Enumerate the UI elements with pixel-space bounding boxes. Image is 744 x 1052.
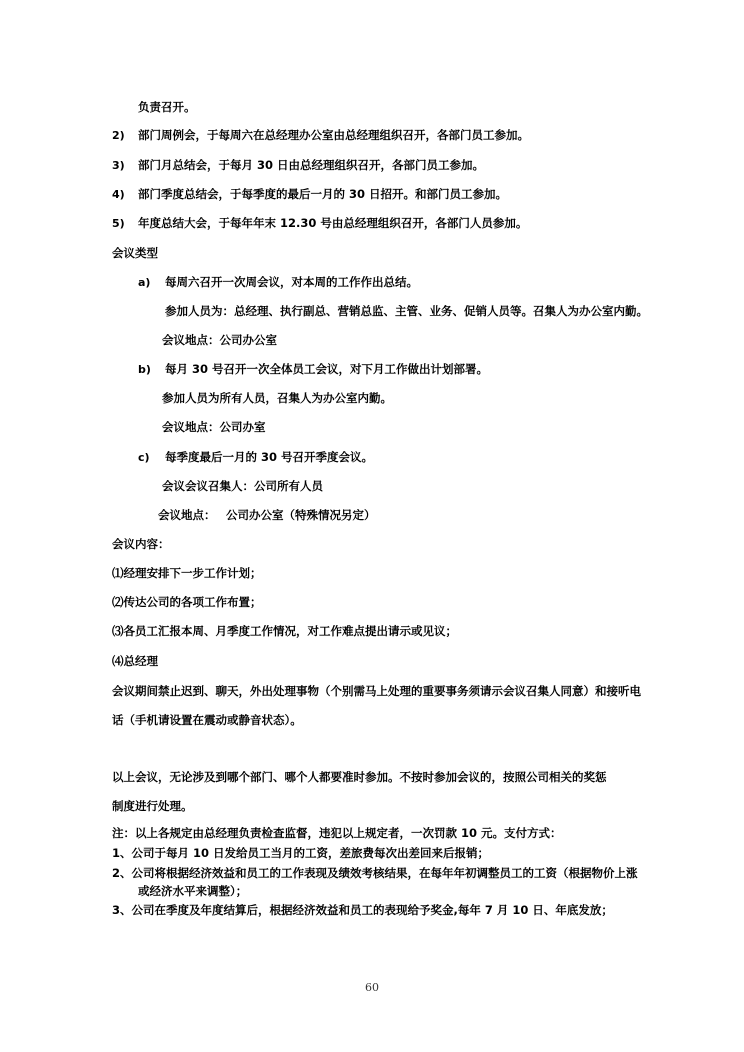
type-c-location-value: 公司办公室（特殊情况另定） bbox=[226, 508, 376, 522]
numbered-item: 年度总结大会，于每年年末 12.30 号由总经理组织召开，各部门人员参加。 bbox=[138, 216, 528, 230]
payment-item-1: 1、公司于每月 10 日发给员工当月的工资，差旅费每次出差回来后报销； bbox=[112, 846, 490, 860]
item-number: 3) bbox=[112, 159, 125, 172]
payment-item-2: 2、公司将根据经济效益和员工的工作表现及绩效考核结果，在每年年初调整员工的工资（根据物价上涨 bbox=[112, 866, 638, 880]
type-c-convener: 会议会议召集人：公司所有人员 bbox=[162, 479, 323, 493]
note-line: 注：以上各规定由总经理负责检查监督，违犯以上规定者，一次罚款 10 元。支付方式： bbox=[112, 826, 562, 840]
content-item: ⑷总经理 bbox=[112, 654, 158, 668]
page-number: 60 bbox=[365, 981, 379, 994]
rule-line: 话（手机请设置在震动或静音状态）。 bbox=[112, 713, 302, 727]
attendance-line: 制度进行处理。 bbox=[112, 799, 193, 813]
type-b-location: 会议地点：公司办室 bbox=[162, 420, 266, 434]
type-a-text: 每周六召开一次周会议，对本周的工作作出总结。 bbox=[165, 275, 418, 289]
type-b-text: 每月 30 号召开一次全体员工会议，对下月工作做出计划部署。 bbox=[165, 362, 489, 376]
numbered-item: 部门季度总结会，于每季度的最后一月的 30 日招开。和部门员工参加。 bbox=[138, 187, 508, 201]
content-item: ⑴经理安排下一步工作计划； bbox=[112, 566, 262, 580]
type-a-label: a) bbox=[138, 276, 151, 289]
numbered-item: 部门月总结会，于每月 30 日由总经理组织召开，各部门员工参加。 bbox=[138, 158, 485, 172]
content-item: ⑵传达公司的各项工作布置； bbox=[112, 595, 262, 609]
type-b-label: b) bbox=[138, 363, 151, 376]
top-line: 负责召开。 bbox=[138, 100, 196, 114]
type-c-text: 每季度最后一月的 30 号召开季度会议。 bbox=[165, 450, 374, 464]
meeting-types-heading: 会议类型 bbox=[112, 246, 158, 260]
payment-item-2-continued: 或经济水平来调整）； bbox=[138, 884, 248, 898]
content-item: ⑶各员工汇报本周、月季度工作情况，对工作难点提出请示或见议； bbox=[112, 624, 457, 638]
attendance-line: 以上会议，无论涉及到哪个部门、哪个人都要准时参加。不按时参加会议的，按照公司相关的奖惩 bbox=[112, 770, 607, 784]
type-c-label: c) bbox=[138, 451, 150, 464]
item-number: 5) bbox=[112, 217, 125, 230]
type-a-participants: 参加人员为：总经理、执行副总、营销总监、主管、业务、促销人员等。召集人为办公室内勤。 bbox=[165, 304, 648, 318]
rule-line: 会议期间禁止迟到、聊天，外出处理事物（个别需马上处理的重要事务须请示会议召集人同意）和接听电 bbox=[112, 684, 641, 698]
numbered-item: 部门周例会，于每周六在总经理办公室由总经理组织召开，各部门员工参加。 bbox=[138, 128, 529, 142]
item-number: 4) bbox=[112, 188, 125, 201]
type-c-location-label: 会议地点： bbox=[158, 508, 216, 522]
item-number: 2) bbox=[112, 129, 125, 142]
type-b-participants: 参加人员为所有人员，召集人为办公室内勤。 bbox=[162, 391, 392, 405]
payment-item-3: 3、公司在季度及年度结算后，根据经济效益和员工的表现给予奖金,每年 7 月 10 日、年底发放； bbox=[112, 903, 613, 917]
type-a-location: 会议地点：公司办公室 bbox=[162, 333, 277, 347]
content-heading: 会议内容： bbox=[112, 537, 170, 551]
